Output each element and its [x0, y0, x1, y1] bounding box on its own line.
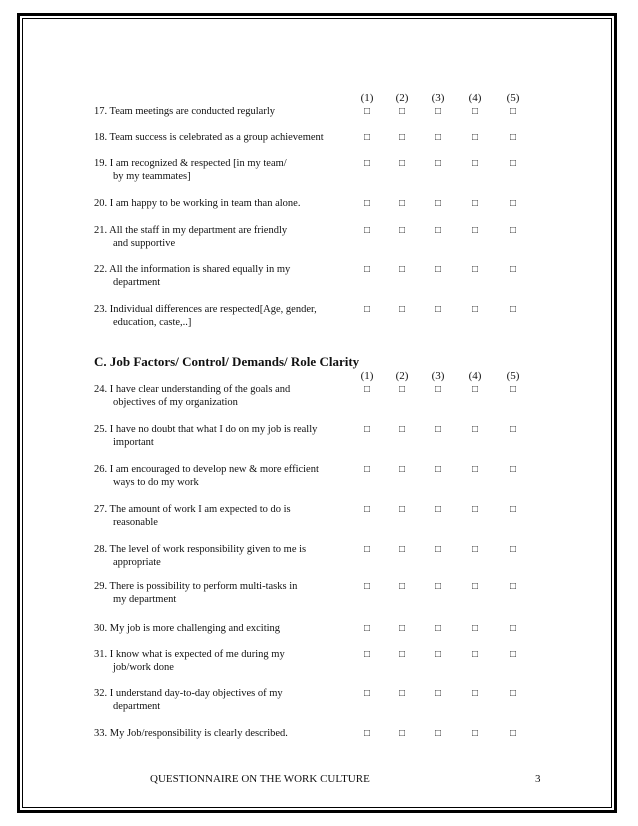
question-text-continued: appropriate [113, 557, 161, 568]
rating-checkbox-5[interactable]: □ [509, 132, 517, 143]
rating-checkbox-3[interactable]: □ [434, 464, 442, 475]
footer-title: QUESTIONNAIRE ON THE WORK CULTURE [150, 773, 370, 785]
rating-checkbox-5[interactable]: □ [509, 424, 517, 435]
rating-checkbox-1[interactable]: □ [363, 464, 371, 475]
rating-checkbox-1[interactable]: □ [363, 198, 371, 209]
question-item [94, 543, 352, 569]
question-text: 26. I am encouraged to develop new & more efficient [94, 464, 319, 475]
rating-checkbox-4[interactable]: □ [471, 649, 479, 660]
question-item [94, 303, 352, 329]
question-text: 20. I am happy to be working in team than alone. [94, 198, 301, 209]
rating-checkbox-2[interactable]: □ [398, 504, 406, 515]
rating-checkbox-5[interactable]: □ [509, 544, 517, 555]
question-item [94, 197, 352, 210]
rating-checkbox-4[interactable]: □ [471, 225, 479, 236]
question-text: 21. All the staff in my department are friendly [94, 225, 288, 236]
question-text: 32. I understand day-to-day objectives of my [94, 688, 283, 699]
rating-checkbox-5[interactable]: □ [509, 688, 517, 699]
rating-checkbox-3[interactable]: □ [434, 544, 442, 555]
rating-checkbox-5[interactable]: □ [509, 623, 517, 634]
question-item [94, 131, 352, 144]
rating-checkbox-3[interactable]: □ [434, 728, 442, 739]
question-text-continued: and supportive [113, 238, 176, 249]
rating-checkbox-1[interactable]: □ [363, 264, 371, 275]
rating-checkbox-1[interactable]: □ [363, 304, 371, 315]
rating-checkbox-3[interactable]: □ [434, 158, 442, 169]
rating-checkbox-4[interactable]: □ [471, 728, 479, 739]
rating-checkbox-2[interactable]: □ [398, 464, 406, 475]
question-text-continued: objectives of my organization [113, 397, 238, 408]
question-text: 23. Individual differences are respected[Age, gender, [94, 304, 317, 315]
rating-checkbox-3[interactable]: □ [434, 225, 442, 236]
rating-checkbox-2[interactable]: □ [398, 623, 406, 634]
rating-checkbox-2[interactable]: □ [398, 544, 406, 555]
rating-checkbox-2[interactable]: □ [398, 264, 406, 275]
rating-checkbox-3[interactable]: □ [434, 424, 442, 435]
rating-checkbox-1[interactable]: □ [363, 225, 371, 236]
rating-checkbox-4[interactable]: □ [471, 106, 479, 117]
rating-checkbox-5[interactable]: □ [509, 198, 517, 209]
scale-label: (4) [468, 92, 482, 104]
question-text-continued: by my teammates] [113, 171, 191, 182]
rating-checkbox-4[interactable]: □ [471, 198, 479, 209]
rating-checkbox-3[interactable]: □ [434, 504, 442, 515]
rating-checkbox-2[interactable]: □ [398, 132, 406, 143]
question-text-continued: my department [113, 594, 177, 605]
question-text: 29. There is possibility to perform multi-tasks in [94, 581, 298, 592]
question-item [94, 648, 352, 674]
rating-checkbox-2[interactable]: □ [398, 424, 406, 435]
question-text: 31. I know what is expected of me during my [94, 649, 285, 660]
rating-checkbox-3[interactable]: □ [434, 623, 442, 634]
question-text-continued: important [113, 437, 154, 448]
rating-checkbox-3[interactable]: □ [434, 384, 442, 395]
rating-checkbox-2[interactable]: □ [398, 384, 406, 395]
question-item [94, 503, 352, 529]
rating-checkbox-1[interactable]: □ [363, 544, 371, 555]
question-item [94, 580, 352, 606]
rating-checkbox-4[interactable]: □ [471, 544, 479, 555]
question-text-continued: department [113, 277, 161, 288]
scale-label: (5) [506, 370, 520, 382]
question-text: 33. My Job/responsibility is clearly described. [94, 728, 288, 739]
rating-checkbox-5[interactable]: □ [509, 225, 517, 236]
scale-label: (2) [395, 370, 409, 382]
question-item [94, 687, 352, 713]
question-text-continued: education, caste,..] [113, 317, 192, 328]
question-text: 28. The level of work responsibility given to me is [94, 544, 307, 555]
rating-checkbox-3[interactable]: □ [434, 132, 442, 143]
rating-checkbox-2[interactable]: □ [398, 225, 406, 236]
question-text: 27. The amount of work I am expected to do is [94, 504, 291, 515]
rating-checkbox-4[interactable]: □ [471, 581, 479, 592]
question-item [94, 224, 352, 250]
scale-label: (5) [506, 92, 520, 104]
scale-label: (4) [468, 370, 482, 382]
rating-checkbox-2[interactable]: □ [398, 198, 406, 209]
rating-checkbox-3[interactable]: □ [434, 106, 442, 117]
rating-checkbox-5[interactable]: □ [509, 384, 517, 395]
rating-checkbox-3[interactable]: □ [434, 581, 442, 592]
rating-checkbox-5[interactable]: □ [509, 264, 517, 275]
scale-label: (3) [431, 370, 445, 382]
rating-checkbox-4[interactable]: □ [471, 304, 479, 315]
rating-checkbox-5[interactable]: □ [509, 728, 517, 739]
question-text-continued: department [113, 701, 161, 712]
rating-checkbox-4[interactable]: □ [471, 264, 479, 275]
rating-checkbox-1[interactable]: □ [363, 581, 371, 592]
rating-checkbox-4[interactable]: □ [471, 384, 479, 395]
rating-checkbox-5[interactable]: □ [509, 158, 517, 169]
rating-checkbox-4[interactable]: □ [471, 424, 479, 435]
question-item [94, 727, 352, 740]
rating-checkbox-4[interactable]: □ [471, 158, 479, 169]
rating-checkbox-1[interactable]: □ [363, 623, 371, 634]
rating-checkbox-4[interactable]: □ [471, 688, 479, 699]
rating-checkbox-2[interactable]: □ [398, 581, 406, 592]
rating-checkbox-2[interactable]: □ [398, 304, 406, 315]
rating-checkbox-3[interactable]: □ [434, 264, 442, 275]
rating-checkbox-4[interactable]: □ [471, 464, 479, 475]
scale-label: (1) [360, 92, 374, 104]
scale-label: (3) [431, 92, 445, 104]
rating-checkbox-1[interactable]: □ [363, 384, 371, 395]
rating-checkbox-3[interactable]: □ [434, 688, 442, 699]
section-c-title: C. Job Factors/ Control/ Demands/ Role Clarity [94, 354, 360, 369]
rating-checkbox-2[interactable]: □ [398, 688, 406, 699]
question-item [94, 157, 352, 183]
question-item [94, 105, 352, 118]
question-text: 18. Team success is celebrated as a group achievement [94, 132, 324, 143]
question-text: 17. Team meetings are conducted regularly [94, 106, 276, 117]
rating-checkbox-5[interactable]: □ [509, 464, 517, 475]
question-text-continued: ways to do my work [113, 477, 199, 488]
rating-checkbox-3[interactable]: □ [434, 649, 442, 660]
rating-checkbox-3[interactable]: □ [434, 304, 442, 315]
question-text-continued: reasonable [113, 517, 158, 528]
page-number: 3 [535, 773, 541, 785]
rating-checkbox-1[interactable]: □ [363, 504, 371, 515]
rating-checkbox-1[interactable]: □ [363, 728, 371, 739]
rating-checkbox-1[interactable]: □ [363, 132, 371, 143]
question-item [94, 383, 352, 409]
rating-checkbox-2[interactable]: □ [398, 106, 406, 117]
rating-checkbox-3[interactable]: □ [434, 198, 442, 209]
rating-checkbox-5[interactable]: □ [509, 106, 517, 117]
rating-checkbox-5[interactable]: □ [509, 304, 517, 315]
rating-checkbox-1[interactable]: □ [363, 649, 371, 660]
rating-checkbox-4[interactable]: □ [471, 504, 479, 515]
rating-checkbox-1[interactable]: □ [363, 106, 371, 117]
scale-label: (1) [360, 370, 374, 382]
question-text-continued: job/work done [113, 662, 174, 673]
question-item [94, 263, 352, 289]
rating-checkbox-5[interactable]: □ [509, 581, 517, 592]
question-text: 22. All the information is shared equally in my [94, 264, 291, 275]
question-text: 25. I have no doubt that what I do on my job is really [94, 424, 318, 435]
question-text: 30. My job is more challenging and exciting [94, 623, 281, 634]
rating-checkbox-5[interactable]: □ [509, 649, 517, 660]
question-text: 19. I am recognized & respected [in my team/ [94, 158, 287, 169]
rating-checkbox-4[interactable]: □ [471, 623, 479, 634]
rating-checkbox-2[interactable]: □ [398, 728, 406, 739]
rating-checkbox-5[interactable]: □ [509, 504, 517, 515]
rating-checkbox-4[interactable]: □ [471, 132, 479, 143]
rating-checkbox-1[interactable]: □ [363, 424, 371, 435]
rating-checkbox-2[interactable]: □ [398, 649, 406, 660]
rating-checkbox-2[interactable]: □ [398, 158, 406, 169]
question-text: 24. I have clear understanding of the goals and [94, 384, 291, 395]
question-item [94, 463, 352, 489]
rating-checkbox-1[interactable]: □ [363, 688, 371, 699]
question-item [94, 423, 352, 449]
scale-label: (2) [395, 92, 409, 104]
question-item [94, 622, 352, 635]
rating-checkbox-1[interactable]: □ [363, 158, 371, 169]
